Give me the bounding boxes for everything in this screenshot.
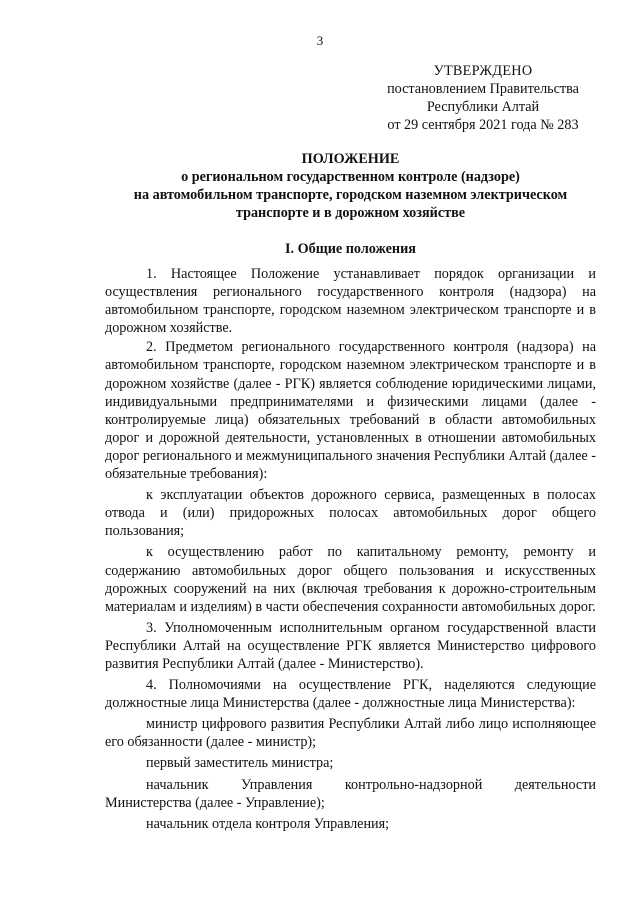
approval-line: постановлением Правительства [387, 81, 579, 98]
approval-date-line: от 29 сентября 2021 года № 283 [387, 117, 579, 134]
section-title: I. Общие положения [285, 241, 416, 257]
approval-stamp: УТВЕРЖДЕНО [433, 63, 533, 79]
title-heading: ПОЛОЖЕНИЕ [301, 151, 400, 167]
paragraph: первый заместитель министра; [146, 755, 334, 772]
paragraph: начальник Управления контрольно-надзорной деятельности Министерства (далее - Управление); [105, 776, 596, 811]
document-title [105, 150, 596, 222]
document-body [105, 265, 596, 834]
paragraph: 4. Полномочиями на осуществление РГК, наделяются следующие должностные лица Министерства (далее - должностные лица Министерства): [105, 677, 596, 712]
paragraph: 1. Настоящее Положение устанавливает порядок организации и осуществления регионального государственного контроля (надзора) на автомобильном транспорте, городском наземном электрическом транспорте и в дорожном хозяйстве. [105, 266, 596, 337]
paragraph: министр цифрового развития Республики Алтай либо лицо исполняющее его обязанности (далее - министр); [105, 716, 596, 751]
paragraph: к эксплуатации объектов дорожного сервиса, размещенных в полосах отвода и (или) придорожных полосах автомобильных дорог общего пользования; [105, 487, 596, 540]
approval-block [370, 62, 596, 134]
title-line: транспорте и в дорожном хозяйстве [235, 205, 466, 221]
paragraph: 3. Уполномоченным исполнительным органом государственной власти Республики Алтай на осуществление РГК является Министерство цифрового развития Республики Алтай (далее - Министерство). [105, 619, 596, 672]
title-line: на автомобильном транспорте, городском наземном электрическом [133, 187, 568, 203]
paragraph: к осуществлению работ по капитальному ремонту, ремонту и содержанию автомобильных дорог общего пользования и искусственных дорожных сооружений на них (включая требования к дорожно-строительным материалам и изделиям) в части обеспечения сохранности автомобильных дорог. [105, 544, 596, 615]
paragraph: начальник отдела контроля Управления; [146, 815, 390, 832]
approval-line: Республики Алтай [426, 99, 540, 116]
title-line: о региональном государственном контроле (надзоре) [181, 169, 520, 185]
paragraph: 2. Предметом регионального государственного контроля (надзора) на автомобильном транспорте, городском наземном электрическом транспорте и в дорожном хозяйстве (далее - РГК) является соблюдение юридическими лицами, индивидуальными предпринимателями и физическими лицами (далее - контролируемые лица) обязательных требований в области автомобильных дорог и дорожной деятельности, установленных в отношении автомобильных дорог регионального и межмуниципального значения Республики Алтай (далее - обязательные требования): [105, 339, 596, 483]
page-number: 3 [316, 33, 324, 48]
